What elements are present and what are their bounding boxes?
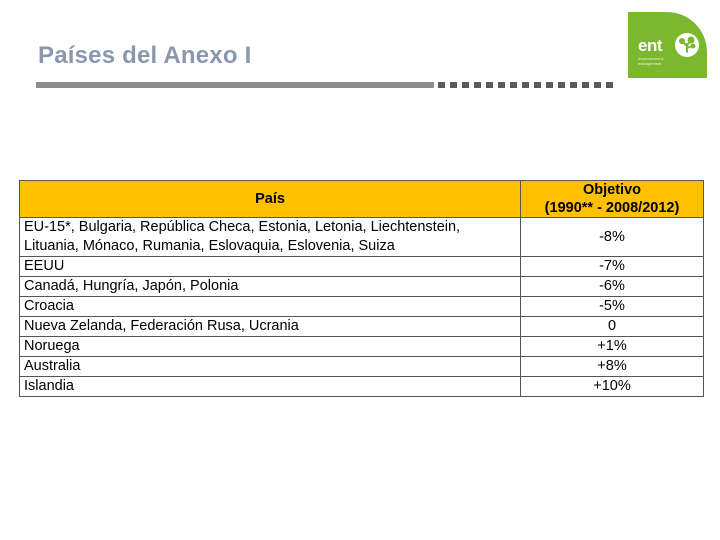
target-cell: +8% xyxy=(521,357,704,377)
ent-logo xyxy=(628,12,707,78)
table-header-row xyxy=(20,181,704,218)
country-cell: Islandia xyxy=(20,377,521,397)
target-cell: +1% xyxy=(521,337,704,357)
column-header-country: País xyxy=(20,181,521,218)
target-cell: +10% xyxy=(521,377,704,397)
table-row xyxy=(20,297,704,317)
country-cell: Nueva Zelanda, Federación Rusa, Ucrania xyxy=(20,317,521,337)
target-cell: -5% xyxy=(521,297,704,317)
target-cell: -7% xyxy=(521,257,704,277)
annex-i-targets-table xyxy=(19,180,704,397)
country-cell: EU-15*, Bulgaria, República Checa, Estonia, Letonia, Liechtenstein, Lituania, Mónaco, Rumania, Eslovaquia, Eslovenia, Suiza xyxy=(20,218,521,257)
target-cell: -6% xyxy=(521,277,704,297)
title-underline xyxy=(36,82,434,88)
column-header-target xyxy=(521,181,704,218)
table-row xyxy=(20,317,704,337)
country-cell: EEUU xyxy=(20,257,521,277)
target-cell: -8% xyxy=(521,218,704,257)
logo-wordmark: ent xyxy=(638,36,662,55)
country-cell: Australia xyxy=(20,357,521,377)
country-cell: Noruega xyxy=(20,337,521,357)
target-cell: 0 xyxy=(521,317,704,337)
table-row xyxy=(20,357,704,377)
table-row xyxy=(20,337,704,357)
column-header-target-title: Objetivo xyxy=(582,182,641,198)
page-title: Países del Anexo I xyxy=(38,42,252,69)
column-header-target-period: (1990** - 2008/2012) xyxy=(544,200,680,216)
logo-subtitle: environment & management xyxy=(638,56,664,66)
tree-icon xyxy=(674,32,700,58)
table-row xyxy=(20,377,704,397)
table-row xyxy=(20,218,704,257)
country-cell: Croacia xyxy=(20,297,521,317)
title-underline-dashed xyxy=(438,82,628,88)
country-cell: Canadá, Hungría, Japón, Polonia xyxy=(20,277,521,297)
table-row xyxy=(20,277,704,297)
table-row xyxy=(20,257,704,277)
